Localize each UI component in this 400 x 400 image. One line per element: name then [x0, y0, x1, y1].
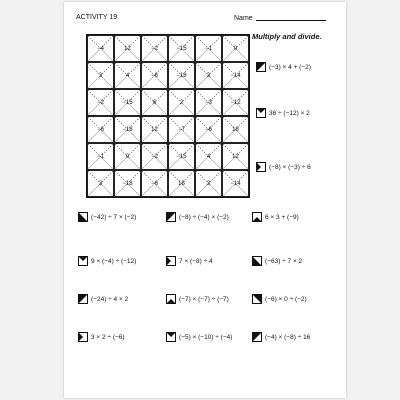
- grid-cell: [195, 62, 222, 89]
- grid-cell-value: 3: [206, 72, 211, 79]
- grid-cell: [87, 143, 114, 170]
- puzzle-grid: [86, 34, 250, 198]
- problem-text: 3 × 2 ÷ (−6): [91, 333, 125, 341]
- problem-text: (−4) × (−8) ÷ 16: [265, 333, 311, 341]
- grid-cell: [222, 116, 249, 143]
- grid-cell-value: −6: [97, 126, 104, 133]
- grid-cell: [141, 35, 168, 62]
- problem-item: [252, 256, 302, 266]
- grid-cell-value: 6: [152, 99, 157, 106]
- problem-item: [78, 212, 136, 222]
- grid-cell: [114, 62, 141, 89]
- grid-cell: [141, 89, 168, 116]
- problem-item: [256, 108, 310, 118]
- grid-cell-value: −6: [205, 126, 212, 133]
- problem-text: (−6) × 0 ÷ (−2): [265, 295, 307, 303]
- problem-text: 6 × 3 + (−9): [265, 213, 299, 221]
- grid-cell: [168, 35, 195, 62]
- grid-cell-value: −2: [97, 99, 104, 106]
- grid-cell: [87, 62, 114, 89]
- grid-cell-value: 4: [125, 72, 130, 79]
- grid-cell: [141, 62, 168, 89]
- grid-cell: [87, 116, 114, 143]
- grid-cell-value: −14: [230, 180, 241, 187]
- worksheet-page: [64, 2, 346, 398]
- problem-text: (−3) × 4 + (−2): [269, 63, 311, 71]
- instructions: Multiply and divide.: [252, 32, 322, 41]
- grid-cell-value: 12: [124, 45, 131, 52]
- grid-cell: [114, 170, 141, 197]
- grid-cell-value: −15: [122, 99, 133, 106]
- grid-cell-value: 0: [233, 45, 238, 52]
- problem-item: [256, 162, 311, 172]
- grid-cell: [141, 116, 168, 143]
- grid-cell: [195, 170, 222, 197]
- grid-cell-value: 18: [178, 180, 185, 187]
- problem-item: [252, 332, 310, 342]
- shaded-square-icon: [78, 212, 88, 222]
- grid-cell-value: −1: [205, 45, 212, 52]
- grid-cell: [114, 143, 141, 170]
- grid-cell-value: −6: [151, 72, 158, 79]
- problem-text: (−8) × (−3) ÷ 6: [269, 163, 311, 171]
- grid-cell-value: 2: [179, 99, 184, 106]
- grid-cell-value: −3: [205, 99, 212, 106]
- shaded-square-icon: [166, 212, 176, 222]
- grid-cell: [87, 35, 114, 62]
- grid-cell-value: −1: [97, 153, 104, 160]
- grid-cell-value: 12: [232, 153, 239, 160]
- grid-cell-value: −14: [230, 72, 241, 79]
- problem-item: [166, 294, 229, 304]
- problem-text: (−7) × (−7) ÷ (−7): [179, 295, 229, 303]
- problem-item: [78, 294, 128, 304]
- activity-title: ACTIVITY 19: [76, 14, 118, 21]
- shaded-square-icon: [78, 256, 88, 266]
- grid-cell: [222, 143, 249, 170]
- shaded-square-icon: [252, 212, 262, 222]
- grid-cell: [168, 116, 195, 143]
- shaded-square-icon: [252, 256, 262, 266]
- grid-cell: [87, 89, 114, 116]
- grid-cell-value: −18: [122, 180, 133, 187]
- grid-cell: [141, 170, 168, 197]
- grid-cell: [222, 62, 249, 89]
- grid-cell-value: 4: [206, 153, 211, 160]
- problem-item: [166, 332, 232, 342]
- grid-cell-value: 0: [125, 153, 130, 160]
- name-label: Name: [234, 15, 253, 22]
- grid-cell-value: −7: [178, 126, 185, 133]
- problem-text: (−8) ÷ (−4) × (−2): [179, 213, 229, 221]
- problem-text: 9 × (−4) ÷ (−12): [91, 257, 137, 265]
- grid-cell: [195, 143, 222, 170]
- grid-cell: [114, 35, 141, 62]
- grid-cell: [114, 89, 141, 116]
- grid-cell-value: 3: [98, 72, 103, 79]
- problem-item: [166, 212, 229, 222]
- grid-cell-value: −15: [176, 153, 187, 160]
- grid-cell-value: −15: [176, 45, 187, 52]
- shaded-square-icon: [256, 108, 266, 118]
- grid-cell: [195, 35, 222, 62]
- grid-cell-value: −2: [151, 153, 158, 160]
- problem-item: [256, 62, 311, 72]
- grid-cell: [222, 35, 249, 62]
- grid-cell-value: −6: [151, 180, 158, 187]
- shaded-square-icon: [252, 332, 262, 342]
- problem-item: [252, 212, 299, 222]
- shaded-square-icon: [78, 332, 88, 342]
- shaded-square-icon: [256, 162, 266, 172]
- problem-text: (−63) ÷ 7 × 2: [265, 257, 303, 265]
- grid-cell: [141, 143, 168, 170]
- grid-cell: [168, 62, 195, 89]
- grid-cell: [168, 170, 195, 197]
- grid-cell-value: −4: [97, 45, 104, 52]
- problem-item: [252, 294, 307, 304]
- shaded-square-icon: [166, 294, 176, 304]
- grid-cell: [195, 89, 222, 116]
- shaded-square-icon: [256, 62, 266, 72]
- grid-cell: [168, 89, 195, 116]
- grid-cell-value: 18: [232, 126, 239, 133]
- grid-cell: [87, 170, 114, 197]
- grid-cell-value: −18: [176, 72, 187, 79]
- grid-cell-value: 3: [98, 180, 103, 187]
- problem-item: [166, 256, 213, 266]
- problem-text: 36 ÷ (−12) × 2: [269, 109, 310, 117]
- grid-cell: [222, 89, 249, 116]
- grid-cell-value: 12: [151, 126, 158, 133]
- grid-cell-value: −12: [230, 99, 241, 106]
- grid-cell: [168, 143, 195, 170]
- grid-cell: [195, 116, 222, 143]
- name-field: [234, 14, 326, 22]
- shaded-square-icon: [252, 294, 262, 304]
- grid-cell: [222, 170, 249, 197]
- problem-item: [78, 256, 136, 266]
- problem-text: (−42) ÷ 7 × (−2): [91, 213, 137, 221]
- problem-text: (−5) × (−10) ÷ (−4): [179, 333, 233, 341]
- problem-text: 7 × (−8) ÷ 4: [179, 257, 213, 265]
- shaded-square-icon: [166, 256, 176, 266]
- grid-cell-value: −2: [151, 45, 158, 52]
- grid-cell-value: −18: [122, 126, 133, 133]
- shaded-square-icon: [78, 294, 88, 304]
- grid-cell: [114, 116, 141, 143]
- grid-cell-value: 3: [206, 180, 211, 187]
- problem-text: (−24) ÷ 4 × 2: [91, 295, 129, 303]
- name-line: [256, 14, 326, 21]
- shaded-square-icon: [166, 332, 176, 342]
- problem-item: [78, 332, 125, 342]
